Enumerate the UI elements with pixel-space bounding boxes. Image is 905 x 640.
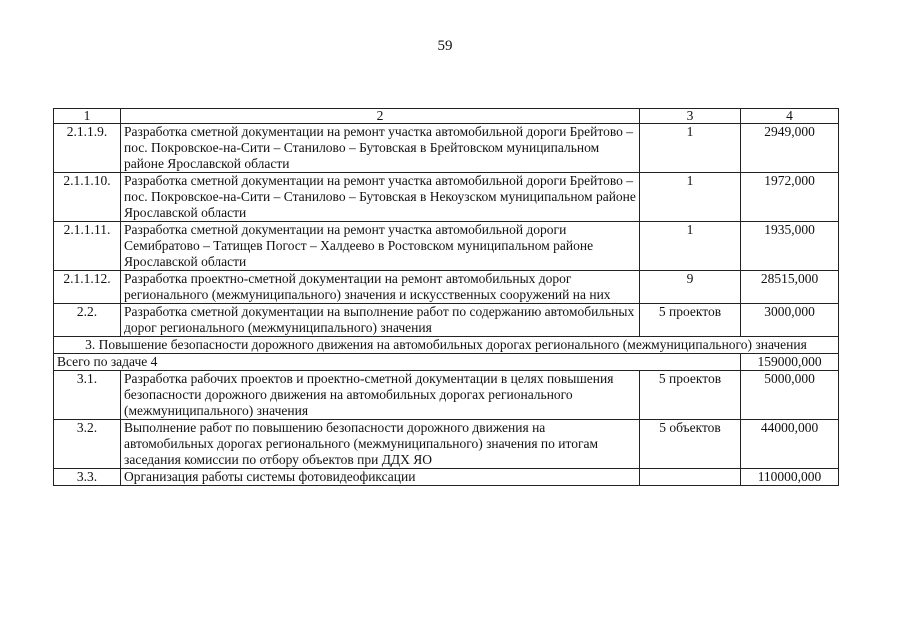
item-sum: 110000,000 xyxy=(741,469,839,486)
page-number: 59 xyxy=(437,38,453,54)
item-sum: 1935,000 xyxy=(741,222,839,271)
table-row xyxy=(54,124,839,173)
item-description: Организация работы системы фотовидеофиксации xyxy=(121,469,640,486)
section-title: 3. Повышение безопасности дорожного движения на автомобильных дорогах регионального (межмуниципального) значения xyxy=(54,337,839,354)
total-sum: 159000,000 xyxy=(741,354,839,371)
item-number: 2.2. xyxy=(54,304,121,337)
item-quantity: 1 xyxy=(640,124,741,173)
item-description: Разработка сметной документации на ремонт участка автомобильной дороги Брейтово – пос. Покровское-на-Сити – Станилово – Бутовская в Брейтовском муниципальном районе Ярославской области xyxy=(121,124,640,173)
item-description: Разработка сметной документации на выполнение работ по содержанию автомобильных дорог регионального (межмуниципального) значения xyxy=(121,304,640,337)
table-row xyxy=(54,371,839,420)
table-row xyxy=(54,420,839,469)
table-row xyxy=(54,271,839,304)
header-cell: 1 xyxy=(54,109,121,124)
item-quantity: 9 xyxy=(640,271,741,304)
item-quantity: 5 объектов xyxy=(640,420,741,469)
item-sum: 1972,000 xyxy=(741,173,839,222)
table-row xyxy=(54,222,839,271)
item-sum: 3000,000 xyxy=(741,304,839,337)
item-quantity xyxy=(640,469,741,486)
item-number: 2.1.1.11. xyxy=(54,222,121,271)
item-number: 3.2. xyxy=(54,420,121,469)
item-description: Разработка рабочих проектов и проектно-сметной документации в целях повышения безопасности дорожного движения на автомобильных дорогах регионального (межмуниципального) значения xyxy=(121,371,640,420)
item-sum: 5000,000 xyxy=(741,371,839,420)
header-cell: 3 xyxy=(640,109,741,124)
item-description: Разработка проектно-сметной документации на ремонт автомобильных дорог регионального (межмуниципального) значения и искусственных сооружений на них xyxy=(121,271,640,304)
item-number: 2.1.1.12. xyxy=(54,271,121,304)
item-description: Выполнение работ по повышению безопасности дорожного движения на автомобильных дорогах регионального (межмуниципального) значения по итогам заседания комиссии по отбору объектов при ДДХ ЯО xyxy=(121,420,640,469)
item-sum: 2949,000 xyxy=(741,124,839,173)
item-quantity: 5 проектов xyxy=(640,371,741,420)
table-row xyxy=(54,469,839,486)
item-number: 3.1. xyxy=(54,371,121,420)
item-number: 2.1.1.9. xyxy=(54,124,121,173)
budget-table xyxy=(53,108,839,486)
item-number: 2.1.1.10. xyxy=(54,173,121,222)
table-row xyxy=(54,304,839,337)
item-number: 3.3. xyxy=(54,469,121,486)
table-row xyxy=(54,173,839,222)
item-quantity: 1 xyxy=(640,222,741,271)
item-sum: 44000,000 xyxy=(741,420,839,469)
table-header-row xyxy=(54,109,839,124)
total-row xyxy=(54,354,839,371)
total-label: Всего по задаче 4 xyxy=(54,354,741,371)
item-description: Разработка сметной документации на ремонт участка автомобильной дороги Брейтово – пос. Покровское-на-Сити – Станилово – Бутовская в Некоузском муниципальном районе Ярославской области xyxy=(121,173,640,222)
section-row xyxy=(54,337,839,354)
item-quantity: 5 проектов xyxy=(640,304,741,337)
item-description: Разработка сметной документации на ремонт участка автомобильной дороги Семибратово – Татищев Погост – Халдеево в Ростовском муниципальном районе Ярославской области xyxy=(121,222,640,271)
item-sum: 28515,000 xyxy=(741,271,839,304)
item-quantity: 1 xyxy=(640,173,741,222)
header-cell: 2 xyxy=(121,109,640,124)
header-cell: 4 xyxy=(741,109,839,124)
